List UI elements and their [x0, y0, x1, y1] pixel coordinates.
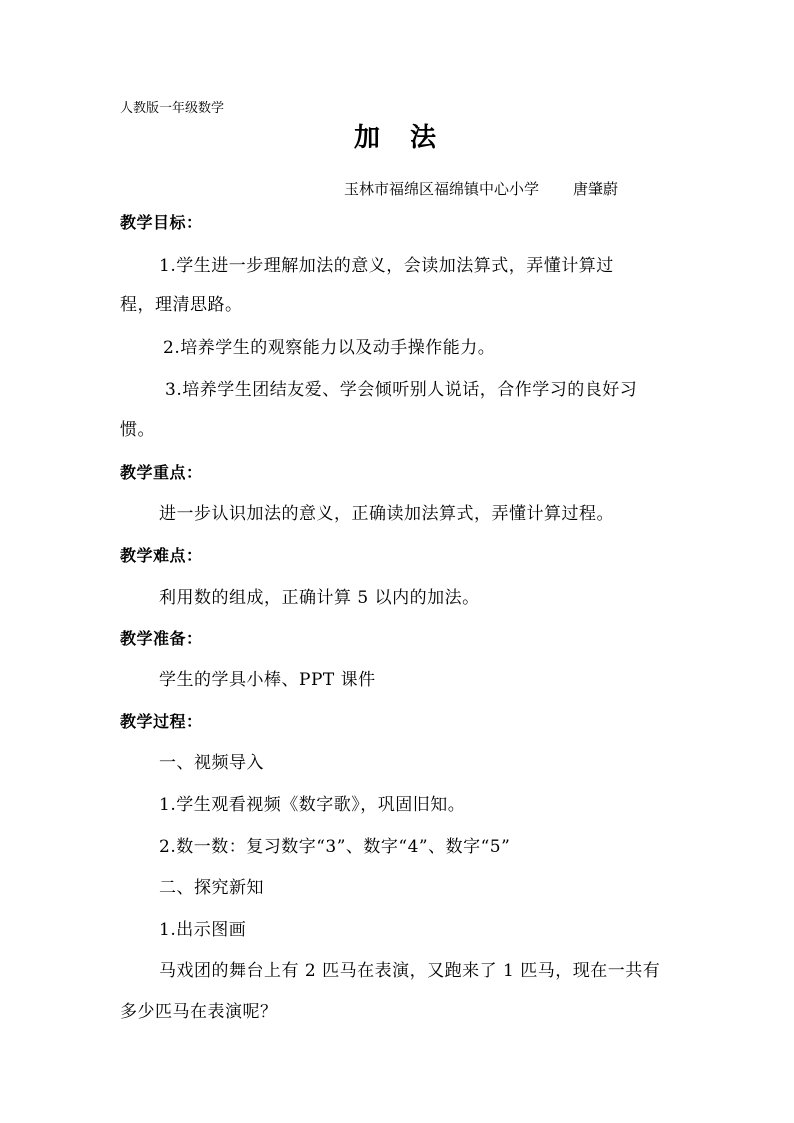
title-char-1: 加	[354, 123, 381, 153]
key-points-heading: 教学重点：	[120, 463, 203, 482]
section-1-item-1: 1.学生观看视频《数字歌》，巩固旧知。	[159, 795, 466, 815]
preparation-text: 学生的学具小棒、PPT 课件	[159, 670, 376, 690]
school-name: 玉林市福绵区福绵镇中心小学	[344, 180, 540, 198]
title-char-2: 法	[410, 123, 437, 153]
key-points-text: 进一步认识加法的意义，正确读加法算式，弄懂计算过程。	[159, 504, 614, 524]
difficulties-heading: 教学难点：	[120, 546, 203, 565]
objective-1-line-1: 1.学生进一步理解加法的意义，会读加法算式，弄懂计算过	[159, 256, 614, 276]
preparation-heading: 教学准备：	[120, 629, 203, 648]
section-2-para-line-2: 多少匹马在表演呢？	[120, 1002, 278, 1022]
author-line	[344, 178, 618, 200]
section-2-item-1: 1.出示图画	[159, 920, 247, 940]
objective-3-line-2: 惯。	[120, 420, 155, 440]
textbook-label: 人教版一年级数学	[120, 101, 225, 116]
objective-2: 2.培养学生的观察能力以及动手操作能力。	[163, 338, 496, 358]
author-name: 唐肇蔚	[573, 180, 619, 198]
section-2-title: 二、探究新知	[159, 878, 264, 898]
section-1-item-2: 2.数一数：复习数字“3”、数字“4”、数字“5”	[159, 837, 511, 857]
objective-3-line-1: 3.培养学生团结友爱、学会倾听别人说话，合作学习的良好习	[165, 380, 638, 400]
section-2-para-line-1: 马戏团的舞台上有 2 匹马在表演，又跑来了 1 匹马，现在一共有	[159, 961, 661, 981]
page-title	[354, 122, 436, 154]
section-1-title: 一、视频导入	[159, 753, 264, 773]
process-heading: 教学过程：	[120, 712, 203, 731]
objective-1-line-2: 程，理清思路。	[120, 295, 243, 315]
objectives-heading: 教学目标：	[120, 213, 203, 232]
difficulties-text: 利用数的组成，正确计算 5 以内的加法。	[159, 588, 480, 608]
